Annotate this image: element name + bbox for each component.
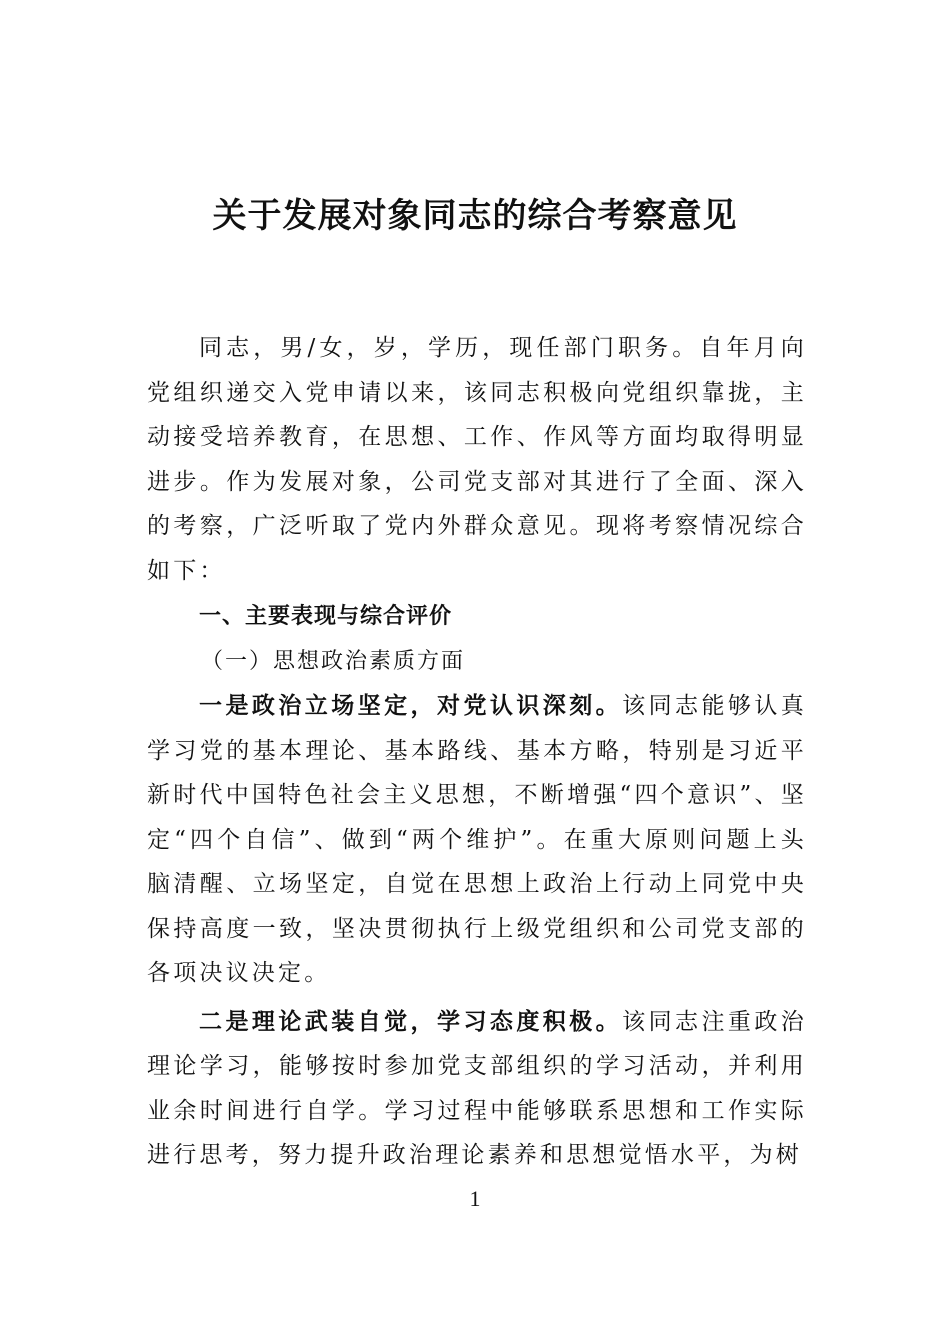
point-lead-2: 二是理论武装自觉，学习态度积极。	[199, 1007, 623, 1035]
document-body	[147, 326, 807, 1178]
subsection-heading: （一）思想政治素质方面	[201, 648, 466, 674]
point-paragraph-1	[147, 684, 807, 996]
intro-paragraph: 同志，男/女，岁，学历，现任部门职务。自年月向党组织递交入党申请以来，该同志积极向党组织靠拢，主动接受培养教育，在思想、工作、作风等方面均取得明显进步。作为发展对象，公司党支部对其进行了全面、深入的考察，广泛听取了党内外群众意见。现将考察情况综合如下：	[147, 335, 807, 584]
document-title: 关于发展对象同志的综合考察意见	[212, 196, 738, 236]
point-lead-1: 一是政治立场坚定，对党认识深刻。	[199, 692, 623, 719]
point-text-2: 该同志注重政治理论学习，能够按时参加党支部组织的学习活动，并利用业余时间进行自学。学习过程中能够联系思想和工作实际进行思考，努力提升政治理论素养和思想觉悟水平，为树	[147, 1008, 807, 1168]
section-heading: 一、主要表现与综合评价	[199, 604, 453, 629]
point-paragraph-2	[147, 1000, 807, 1178]
point-text-1: 该同志能够认真学习党的基本理论、基本路线、基本方略，特别是习近平新时代中国特色社会主义思想，不断增强“四个意识”、坚定“四个自信”、做到“两个维护”。在重大原则问题上头脑清醒、立场坚定，自觉在思想上政治上行动上同党中央保持高度一致，坚决贯彻执行上级党组织和公司党支部的各项决议决定。	[147, 693, 807, 986]
page-number: 1	[469, 1186, 481, 1211]
